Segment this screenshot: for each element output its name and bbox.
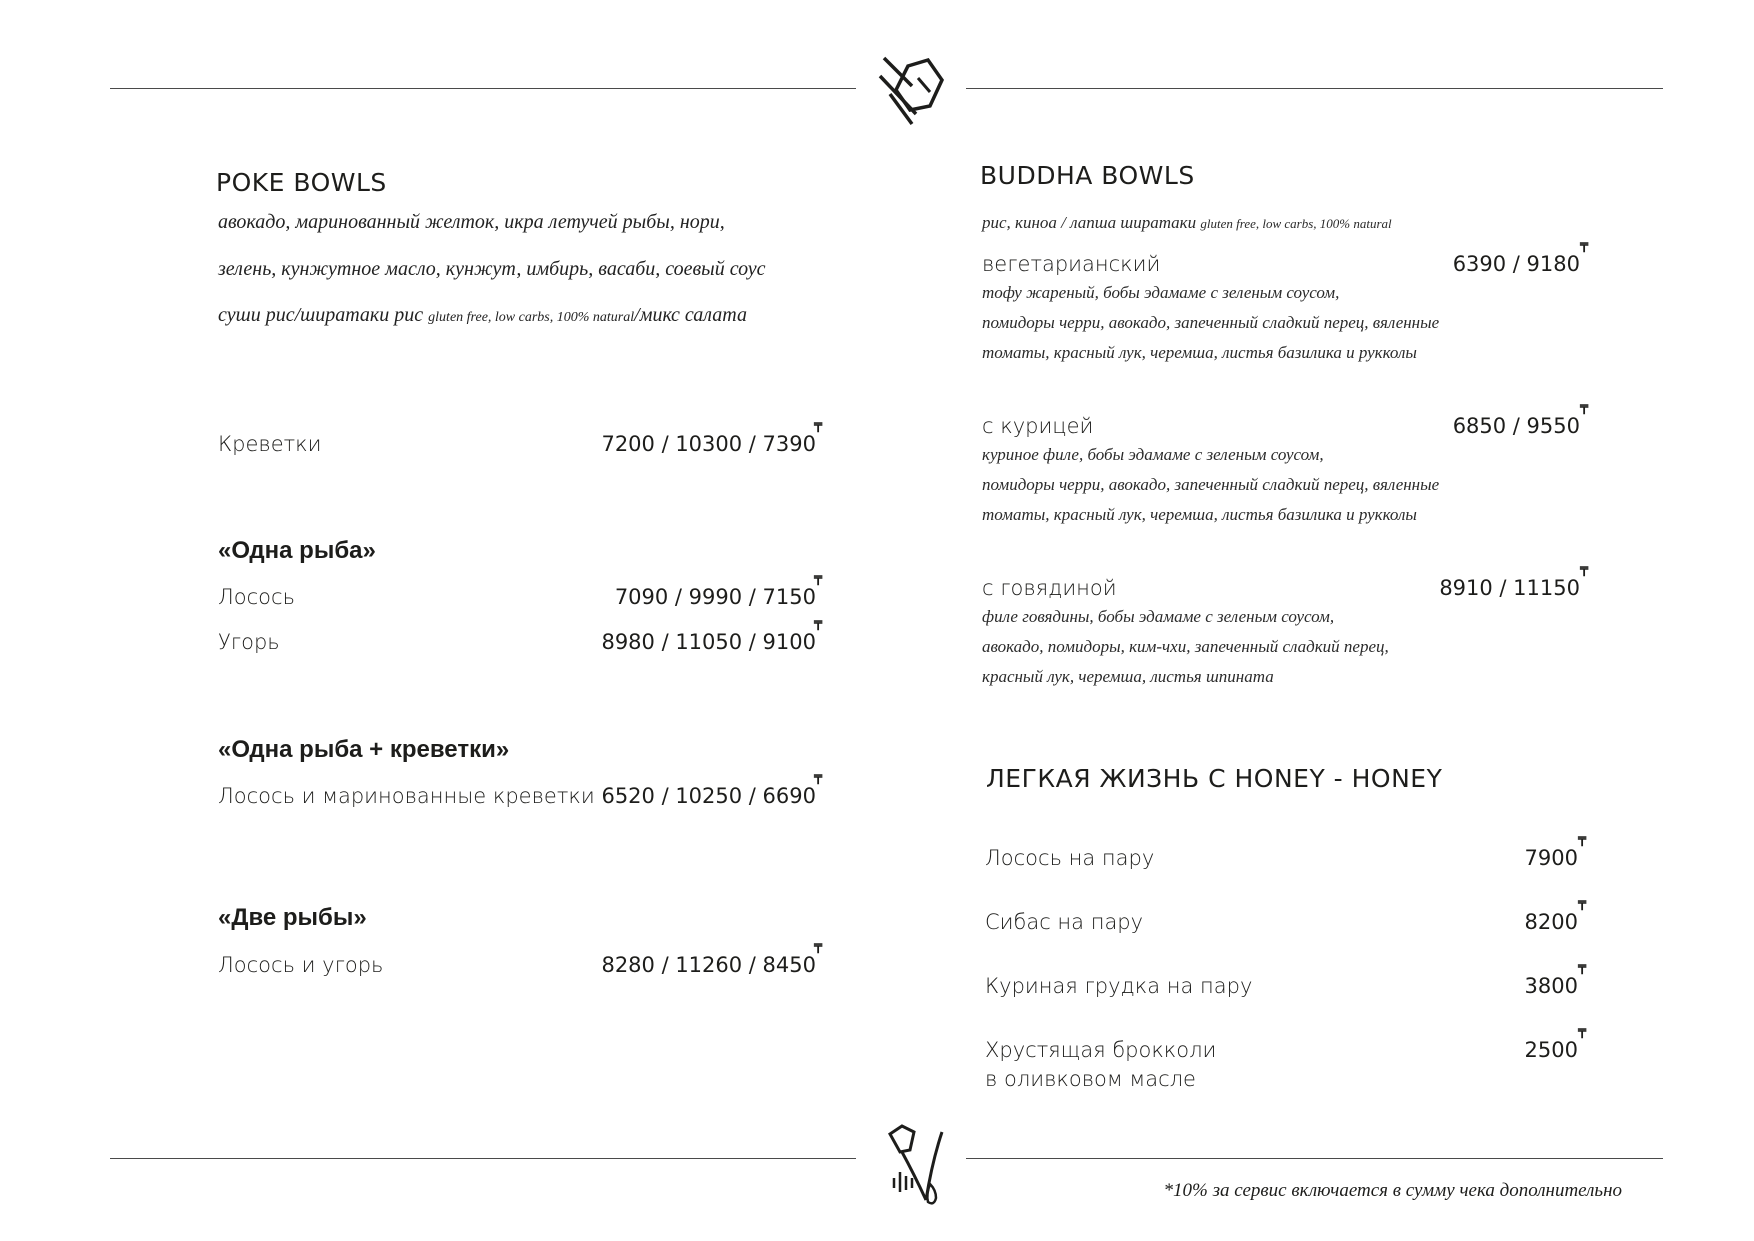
poke-group-1-title: «Одна рыба»: [218, 537, 376, 564]
poke-desc-1: авокадо, маринованный желток, икра летучей рыбы, нори,: [218, 211, 725, 233]
poke-group-3-title: «Две рыбы»: [218, 904, 367, 931]
service-note: *10% за сервис включается в сумму чека дополнительно: [1163, 1180, 1622, 1201]
light-item-name-line2: в оливковом масле: [985, 1067, 1196, 1091]
poke-item-price: 8980 / 11050 / 9100: [601, 630, 816, 654]
buddha-item-desc: томаты, красный лук, черемша, листья базилика и рукколы: [982, 505, 1417, 524]
light-title: ЛЕГКАЯ ЖИЗНЬ С HONEY - HONEY: [986, 764, 1443, 793]
buddha-item-desc: филе говядины, бобы эдамаме с зеленым соусом,: [982, 607, 1335, 626]
currency-icon: ₸: [1578, 898, 1587, 913]
currency-icon: ₸: [1578, 962, 1587, 977]
currency-icon: ₸: [1578, 834, 1587, 849]
top-rule-right: [966, 88, 1663, 89]
currency-icon: ₸: [1580, 402, 1589, 417]
buddha-item-desc: помидоры черри, авокадо, запеченный сладкий перец, вяленные: [982, 313, 1440, 332]
currency-icon: ₸: [814, 420, 823, 435]
light-item-name: Сибас на пару: [985, 910, 1144, 934]
poke-desc-3: суши рис/ширатаки рис gluten free, low carbs, 100% natural/микс салата: [218, 304, 747, 326]
currency-icon: ₸: [814, 618, 823, 633]
poke-item-price: 8280 / 11260 / 8450: [601, 953, 816, 977]
currency-icon: ₸: [1580, 564, 1589, 579]
poke-item-name: Лосось: [218, 585, 295, 609]
poke-item-price: 6520 / 10250 / 6690: [601, 784, 816, 808]
buddha-item-desc: тофу жареный, бобы эдамаме с зеленым соусом,: [982, 283, 1340, 302]
currency-icon: ₸: [814, 573, 823, 588]
poke-group-2-title: «Одна рыба + креветки»: [218, 736, 510, 763]
poke-shrimp-name: Креветки: [218, 432, 322, 456]
light-item-name: Хрустящая брокколи: [985, 1038, 1217, 1062]
light-item-price: 3800: [1524, 974, 1578, 998]
bottom-rule-right: [966, 1158, 1663, 1159]
currency-icon: ₸: [814, 941, 823, 956]
hexagon-logo-icon: [876, 48, 948, 128]
currency-icon: ₸: [1580, 240, 1589, 255]
buddha-item-price: 6850 / 9550: [1452, 414, 1580, 438]
buddha-item-price: 6390 / 9180: [1452, 252, 1580, 276]
bottom-rule-left: [110, 1158, 856, 1159]
currency-icon: ₸: [1578, 1026, 1587, 1041]
buddha-title: BUDDHA BOWLS: [980, 161, 1195, 190]
light-item-name: Лосось на пару: [985, 846, 1155, 870]
poke-item-price: 7090 / 9990 / 7150: [614, 585, 816, 609]
buddha-item-name: с курицей: [982, 414, 1094, 438]
poke-item-name: Угорь: [218, 630, 280, 654]
poke-desc-2: зелень, кунжутное масло, кунжут, имбирь, васаби, соевый соус: [218, 258, 766, 280]
light-item-name: Куриная грудка на пару: [985, 974, 1253, 998]
poke-item-name: Лосось и маринованные креветки: [218, 784, 595, 808]
buddha-base: рис, киноа / лапша ширатаки gluten free, low carbs, 100% natural: [982, 213, 1392, 232]
poke-item-name: Лосось и угорь: [218, 953, 384, 977]
light-item-price: 8200: [1524, 910, 1578, 934]
buddha-item-desc: авокадо, помидоры, ким-чхи, запеченный сладкий перец,: [982, 637, 1389, 656]
light-item-price: 2500: [1524, 1038, 1578, 1062]
currency-icon: ₸: [814, 772, 823, 787]
buddha-item-name: с говядиной: [982, 576, 1117, 600]
poke-title: POKE BOWLS: [216, 168, 387, 197]
buddha-item-desc: помидоры черри, авокадо, запеченный сладкий перец, вяленные: [982, 475, 1440, 494]
leaf-drop-logo-icon: [880, 1122, 948, 1206]
buddha-item-price: 8910 / 11150: [1439, 576, 1580, 600]
poke-shrimp-price: 7200 / 10300 / 7390: [601, 432, 816, 456]
top-rule-left: [110, 88, 856, 89]
buddha-item-desc: куриное филе, бобы эдамаме с зеленым соусом,: [982, 445, 1324, 464]
buddha-item-name: вегетарианский: [982, 252, 1161, 276]
buddha-item-desc: красный лук, черемша, листья шпината: [982, 667, 1274, 686]
buddha-item-desc: томаты, красный лук, черемша, листья базилика и рукколы: [982, 343, 1417, 362]
light-item-price: 7900: [1524, 846, 1578, 870]
